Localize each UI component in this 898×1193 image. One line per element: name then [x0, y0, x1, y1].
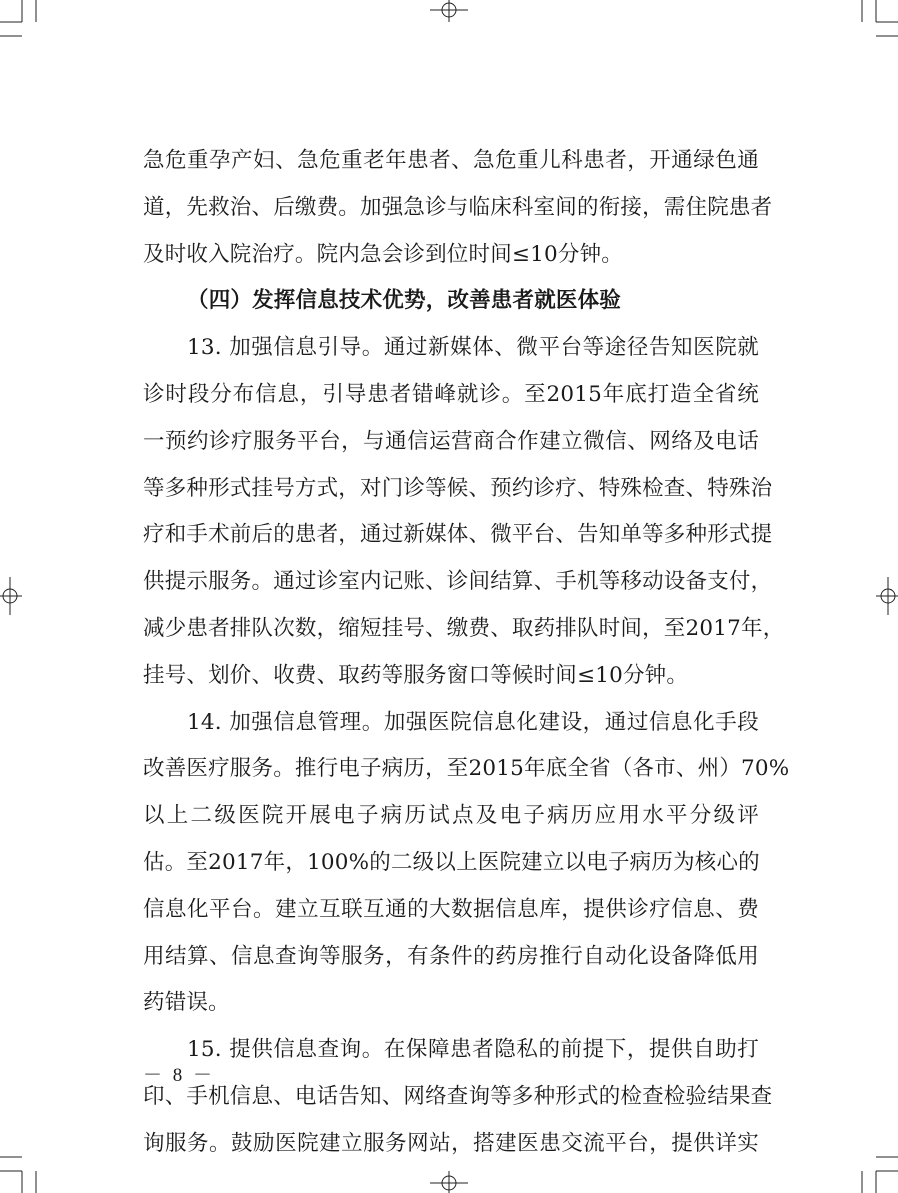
- registration-mark-bottom: [430, 1171, 468, 1193]
- text-line: 改善医疗服务。推行电子病历，至2015年底全省（各市、州）70%: [143, 756, 790, 782]
- section-heading: （四）发挥信息技术优势，改善患者就医体验: [187, 288, 622, 314]
- text-line: 及时收入院治疗。院内急会诊到位时间≤10分钟。: [143, 241, 623, 267]
- registration-mark-left: [0, 577, 22, 615]
- text-line: 用结算、信息查询等服务，有条件的药房推行自动化设备降低用: [143, 943, 759, 969]
- document-body: [143, 138, 790, 1168]
- text-line: 以上二级医院开展电子病历试点及电子病历应用水平分级评: [143, 803, 759, 829]
- text-line: 15. 提供信息查询。在保障患者隐私的前提下，提供自助打: [187, 1037, 759, 1063]
- text-line: 询服务。鼓励医院建立服务网站，搭建医患交流平台，提供详实: [143, 1130, 759, 1156]
- text-line: 疗和手术前后的患者，通过新媒体、微平台、告知单等多种形式提: [143, 522, 773, 548]
- text-line: 急危重孕产妇、急危重老年患者、急危重儿科患者，开通绿色通: [143, 148, 759, 173]
- text-line: 挂号、划价、收费、取药等服务窗口等候时间≤10分钟。: [143, 662, 689, 688]
- registration-mark-top: [430, 0, 468, 22]
- registration-mark-right: [876, 577, 898, 615]
- text-line: 13. 加强信息引导。通过新媒体、微平台等途径告知医院就: [187, 335, 759, 361]
- text-line: 估。至2017年，100%的二级以上医院建立以电子病历为核心的: [143, 849, 760, 875]
- text-line: 等多种形式挂号方式，对门诊等候、预约诊疗、特殊检查、特殊治: [143, 475, 773, 501]
- text-line: 供提示服务。通过诊室内记账、诊间结算、手机等移动设备支付，: [143, 569, 773, 595]
- text-line: 道，先救治、后缴费。加强急诊与临床科室间的衔接，需住院患者: [143, 194, 773, 220]
- page-number: － 8 －: [143, 1065, 216, 1086]
- text-line: 14. 加强信息管理。加强医院信息化建设，通过信息化手段: [187, 709, 759, 735]
- text-line: 信息化平台。建立互联互通的大数据信息库，提供诊疗信息、费: [143, 896, 759, 922]
- text-line: 药错误。: [143, 990, 230, 1016]
- text-line: 诊时段分布信息，引导患者错峰就诊。至2015年底打造全省统: [143, 381, 759, 407]
- text-line: 一预约诊疗服务平台，与通信运营商合作建立微信、网络及电话: [143, 428, 759, 454]
- text-line: 印、手机信息、电话告知、网络查询等多种形式的检查检验结果查: [143, 1083, 773, 1109]
- text-line: 减少患者排队次数，缩短挂号、缴费、取药排队时间，至2017年，: [143, 615, 785, 641]
